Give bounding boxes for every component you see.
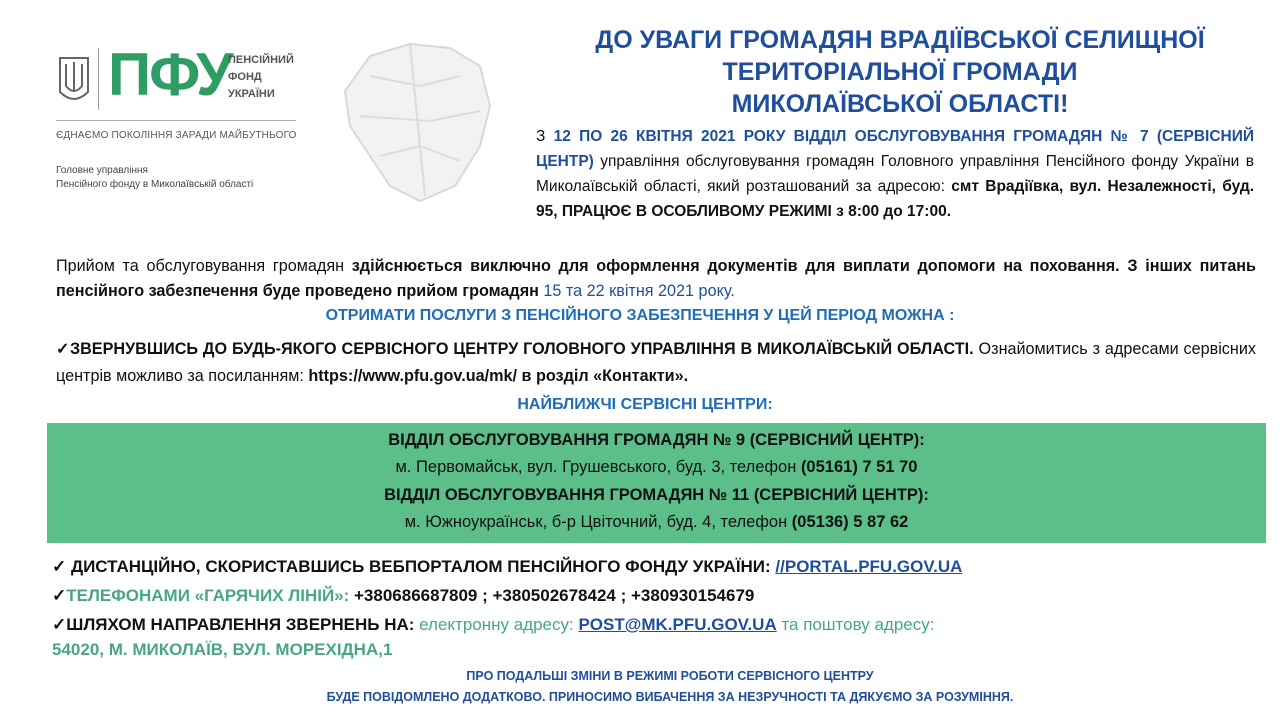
- intro-address: смт Врадіївка, вул. Незалежності, буд. 95,: [536, 178, 1255, 220]
- center-name: ВІДДІЛ ОБСЛУГОВУВАННЯ ГРОМАДЯН № 11 (СЕРВІСНИЙ ЦЕНТР):: [384, 486, 929, 504]
- logo-slogan: ЄДНАЄМО ПОКОЛІННЯ ЗАРАДИ МАЙБУТНЬОГО: [56, 130, 297, 141]
- intro-dates: 12 ПО 26 КВІТНЯ 2021 РОКУ: [553, 128, 786, 145]
- logo-abbr: ПФУ: [108, 41, 232, 108]
- intro-paragraph: З 12 ПО 26 КВІТНЯ 2021 РОКУ ВІДДІЛ ОБСЛУГОВУВАННЯ ГРОМАДЯН № 7 (СЕРВІСНИЙ ЦЕНТР) управління обслуговування громадян Головного управління Пенсійного фонду України в Миколаївській області, який розташований за адресою: смт Врадіївка, вул. Незалежності, буд. 95, ПРАЦЮЄ В ОСОБЛИВОМУ РЕЖИМІ з 8:00 до 17:00.: [536, 128, 1255, 220]
- remote-option: ✓ ДИСТАНЦІЙНО, СКОРИСТАВШИСЬ ВЕБПОРТАЛОМ ПЕНСІЙНОГО ФОНДУ УКРАЇНИ: //PORTAL.PFU.GOV.UA: [52, 557, 963, 576]
- contact-options: [52, 552, 1272, 639]
- footer-notice: ПРО ПОДАЛЬШІ ЗМІНИ В РЕЖИМІ РОБОТИ СЕРВІСНОГО ЦЕНТРУ БУДЕ ПОВІДОМЛЕНО ДОДАТКОВО. ПРИНОСИМО ВИБАЧЕННЯ ЗА НЕЗРУЧНОСТІ ТА ДЯКУЄМО ЗА РОЗУМІННЯ.: [326, 669, 1014, 704]
- service-center-item: ✓ЗВЕРНУВШИСЬ ДО БУДЬ-ЯКОГО СЕРВІСНОГО ЦЕНТРУ ГОЛОВНОГО УПРАВЛІННЯ В МИКОЛАЇВСЬКІЙ ОБЛАСТІ. Ознайомитись з адресами сервісних центрів можливо за посиланням: https://www.pfu.gov.ua/mk/ в розділ «Контакти».: [56, 340, 1256, 385]
- email-link[interactable]: POST@MK.PFU.GOV.UA: [578, 615, 777, 634]
- logo-full-name: ПЕНСІЙНИЙ ФОНД УКРАЇНИ: [228, 54, 294, 100]
- department-name: Головне управління Пенсійного фонду в Миколаївській області: [56, 165, 254, 190]
- hotline-phones: +380686687809 ; +380502678424 ; +380930154679: [349, 586, 755, 605]
- intro-department: ВІДДІЛ ОБСЛУГОВУВАННЯ ГРОМАДЯН № 7 (СЕРВІСНИЙ ЦЕНТР): [536, 128, 1255, 170]
- services-heading: ОТРИМАТИ ПОСЛУГИ З ПЕНСІЙНОГО ЗАБЕЗПЕЧЕННЯ У ЦЕЙ ПЕРІОД МОЖНА :: [325, 307, 955, 324]
- region-map-image: [330, 36, 510, 206]
- trident-icon: [56, 52, 92, 108]
- reception-dates: 15 та 22 квітня 2021 року.: [538, 282, 735, 300]
- center-address: м. Южноукраїнськ, б-р Цвіточний, буд. 4, телефон (05136) 5 87 62: [404, 513, 909, 531]
- center-phone: (05161) 7 51 70: [800, 458, 918, 476]
- pfu-logo-block: [56, 41, 316, 198]
- logo-separator: [98, 48, 99, 110]
- page-title: ДО УВАГИ ГРОМАДЯН ВРАДІЇВСЬКОЇ СЕЛИЩНОЇ ТЕРИТОРІАЛЬНОЇ ГРОМАДИ МИКОЛАЇВСЬКОЇ ОБЛАСТІ!: [595, 26, 1205, 118]
- center-address: м. Первомайськ, вул. Грушевського, буд. 3, телефон (05161) 7 51 70: [395, 458, 918, 476]
- service-centers-box: [47, 423, 1266, 543]
- reception-paragraph: Прийом та обслуговування громадян здійснюється виключно для оформлення документів для виплати допомоги на поховання. З інших питань пенсійного забезпечення буде проведено прийом громадян 15 та 22 квітня 2021 року.: [56, 257, 1257, 300]
- center-phone: (05136) 5 87 62: [791, 513, 909, 531]
- portal-link[interactable]: //PORTAL.PFU.GOV.UA: [775, 557, 963, 576]
- intro-mode: ПРАЦЮЄ В ОСОБЛИВОМУ РЕЖИМІ з 8:00 до 17:00.: [561, 203, 951, 220]
- post-address: 54020, М. МИКОЛАЇВ, ВУЛ. МОРЕХІДНА,1: [52, 640, 393, 659]
- contacts-link[interactable]: https://www.pfu.gov.ua/mk/ в розділ «Контакти».: [308, 367, 689, 385]
- appeal-option: ✓ШЛЯХОМ НАПРАВЛЕННЯ ЗВЕРНЕНЬ НА: електронну адресу: POST@MK.PFU.GOV.UA та поштову адресу:: [52, 615, 935, 634]
- center-name: ВІДДІЛ ОБСЛУГОВУВАННЯ ГРОМАДЯН № 9 (СЕРВІСНИЙ ЦЕНТР):: [388, 431, 925, 449]
- hotline-option: ✓ТЕЛЕФОНАМИ «ГАРЯЧИХ ЛІНІЙ»: +380686687809 ; +380502678424 ; +380930154679: [52, 586, 755, 605]
- logo-divider: [56, 120, 296, 121]
- nearest-centers-heading: НАЙБЛИЖЧІ СЕРВІСНІ ЦЕНТРИ:: [517, 396, 773, 413]
